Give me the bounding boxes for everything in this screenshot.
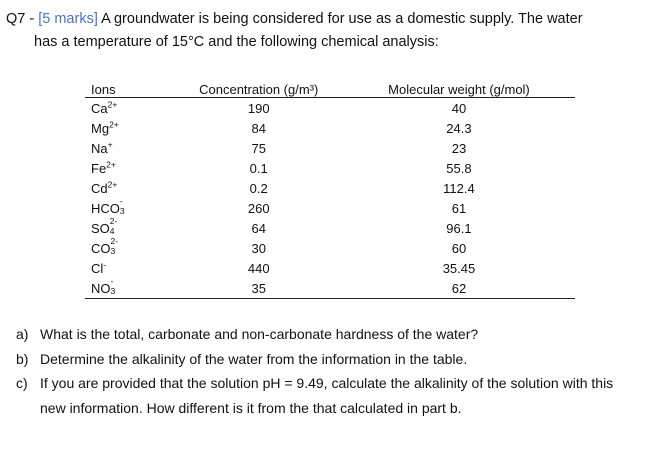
molecular-weight-cell: 61 — [451, 200, 467, 216]
ion-symbol: SO — [91, 220, 110, 236]
concentration-cell: 35 — [175, 278, 343, 299]
ion-symbol: NO — [91, 280, 111, 296]
concentration-cell: 0.1 — [249, 160, 268, 176]
concentration-cell: 190 — [247, 100, 270, 116]
table-row — [85, 258, 575, 278]
question-line-2 — [6, 31, 636, 54]
table-header-row — [85, 80, 575, 98]
question-marks: [5 marks] — [38, 11, 98, 27]
ion-subscript: 3 — [110, 285, 116, 296]
part-a-label: a) — [16, 326, 29, 342]
question-number: Q7 - — [6, 11, 35, 27]
ion-sub-sup — [110, 235, 120, 256]
ion-cell — [85, 178, 175, 198]
ion-symbol: CO — [91, 240, 111, 256]
molecular-weight-cell: 62 — [343, 278, 575, 299]
ion-sub-sup — [119, 195, 129, 216]
part-a-text: What is the total, carbonate and non-carbonate hardness of the water? — [40, 326, 479, 342]
molecular-weight-cell: 40 — [451, 100, 467, 116]
table-row — [85, 218, 575, 238]
ion-cell — [85, 215, 175, 238]
ion-subscript: 3 — [119, 205, 125, 216]
table-row — [85, 138, 575, 158]
molecular-weight-cell: 112.4 — [443, 180, 475, 196]
ion-symbol: Cd — [91, 180, 108, 196]
concentration-cell: 75 — [251, 140, 266, 156]
ion-symbol: Ca — [91, 100, 108, 116]
ion-charge: + — [107, 139, 113, 150]
ion-symbol: Mg — [91, 120, 110, 136]
part-a — [6, 322, 636, 347]
molecular-weight-cell: 35.45 — [442, 260, 476, 276]
ion-charge: 2+ — [109, 119, 119, 130]
concentration-cell: 440 — [247, 260, 270, 276]
header-ions: Ions — [85, 80, 175, 98]
concentration-cell: 260 — [247, 200, 270, 216]
molecular-weight-cell: 24.3 — [446, 120, 472, 136]
ion-charge: 2- — [110, 235, 119, 246]
table-row — [85, 278, 575, 299]
question-header — [6, 8, 636, 54]
ion-cell — [85, 235, 175, 258]
ion-sub-sup — [109, 215, 119, 236]
ion-charge: - — [110, 275, 114, 286]
part-c — [6, 371, 636, 420]
question-line-1 — [6, 8, 636, 31]
ion-symbol: Cl — [91, 260, 104, 276]
table-row — [85, 118, 575, 138]
ion-cell — [85, 195, 175, 218]
ion-cell — [85, 158, 175, 178]
ion-cell — [85, 275, 175, 299]
ion-subscript: 4 — [109, 225, 115, 236]
question-parts — [6, 322, 636, 420]
ion-sub-sup — [110, 275, 120, 296]
ion-symbol: HCO — [91, 200, 120, 216]
ion-charge: 2- — [109, 215, 118, 226]
ion-charge: 2+ — [107, 179, 118, 190]
table-row — [85, 178, 575, 198]
concentration-cell: 0.2 — [249, 180, 268, 196]
concentration-cell: 30 — [251, 240, 266, 256]
ion-cell — [85, 258, 175, 278]
ion-cell — [85, 98, 175, 119]
ion-charge: - — [103, 259, 107, 270]
molecular-weight-cell: 55.8 — [446, 160, 472, 176]
table-row — [85, 198, 575, 218]
concentration-cell: 84 — [251, 120, 266, 136]
part-c-label: c) — [16, 375, 28, 391]
chemical-analysis-table-wrapper — [85, 80, 575, 299]
question-text-2: has a temperature of 15°C and the following chemical analysis: — [34, 34, 439, 50]
ion-symbol: Fe — [91, 160, 107, 176]
question-text-1: A groundwater is being considered for use as a domestic supply. The water — [101, 11, 583, 27]
ion-subscript: 3 — [110, 245, 116, 256]
molecular-weight-cell: 96.1 — [446, 220, 472, 236]
ion-cell — [85, 118, 175, 138]
part-b-text: Determine the alkalinity of the water from the information in the table. — [40, 350, 468, 367]
chemical-analysis-table — [85, 80, 575, 299]
concentration-cell: 64 — [251, 220, 266, 236]
ion-charge: 2+ — [107, 99, 118, 110]
molecular-weight-cell: 23 — [451, 140, 467, 156]
ion-symbol: Na — [91, 140, 108, 156]
ion-charge: - — [119, 195, 123, 206]
table-body — [85, 98, 575, 299]
part-b — [6, 347, 636, 372]
part-c-text: If you are provided that the solution pH = 9.49, calculate the alkalinity of the solution with this new information. How different is it from the that calculated in part b. — [40, 375, 614, 416]
table-row — [85, 98, 575, 119]
table-row — [85, 158, 575, 178]
part-b-label: b) — [16, 350, 29, 367]
ion-cell — [85, 138, 175, 158]
header-molecular-weight: Molecular weight (g/mol) — [343, 80, 575, 98]
molecular-weight-cell: 60 — [451, 240, 467, 256]
table-row — [85, 238, 575, 258]
ion-charge: 2+ — [106, 159, 116, 170]
header-concentration: Concentration (g/m³) — [175, 80, 343, 98]
